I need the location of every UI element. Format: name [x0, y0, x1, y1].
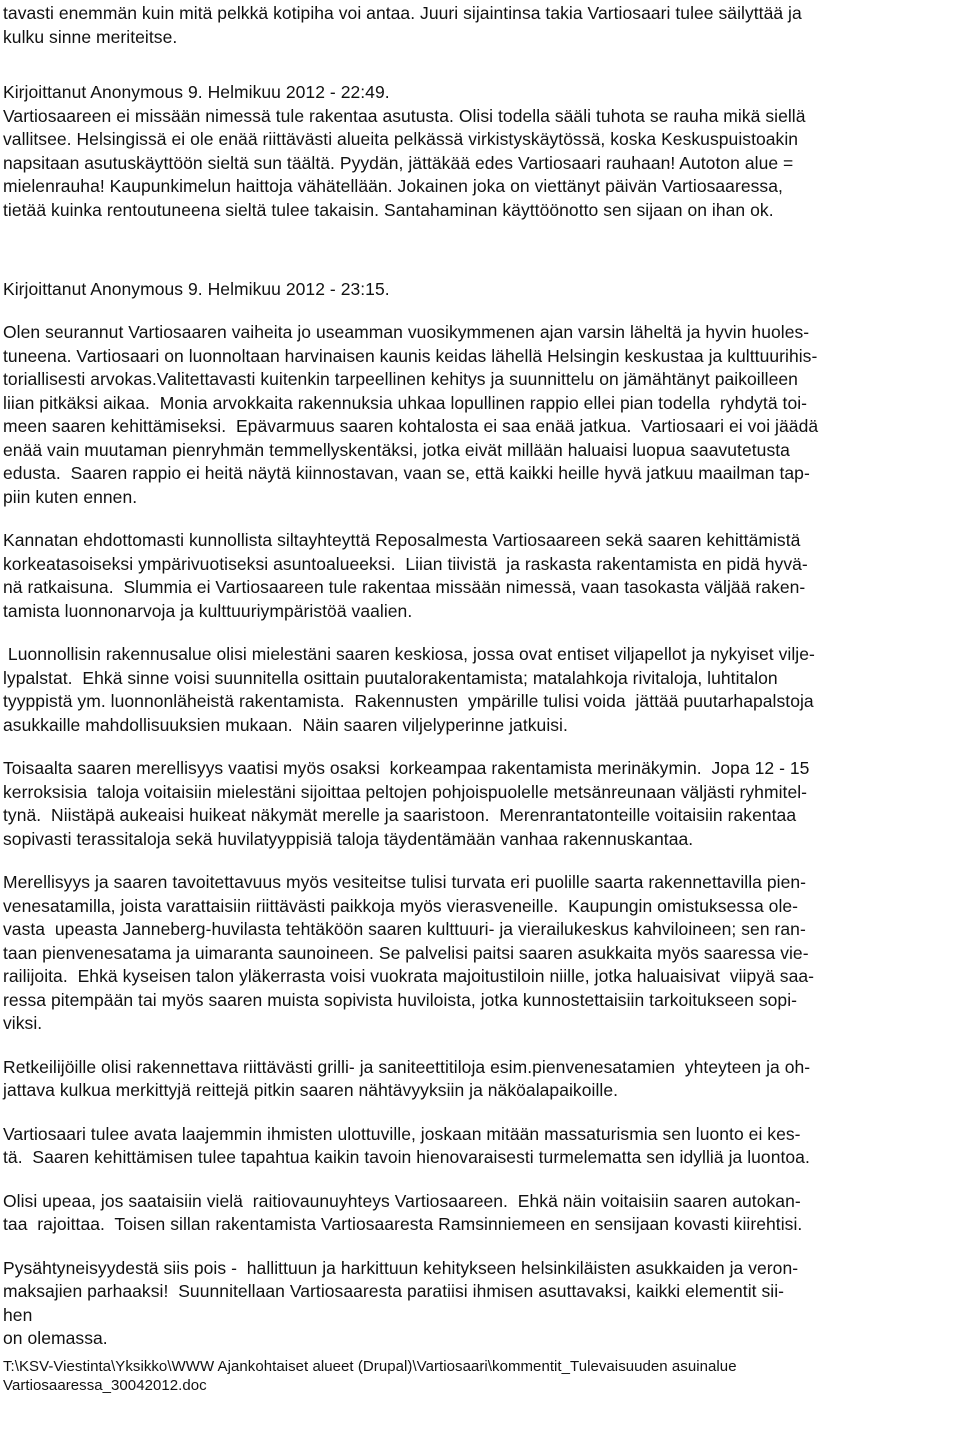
- text-line: sopivasti terassitaloja sekä huvilatyyppisiä taloja täydentämään vanhaa rakennuskantaa.: [3, 828, 694, 849]
- text-line: kerroksisia taloja voitaisiin mielestäni sijoittaa peltojen pohjoispuolelle metsänreunaan väljästi ryhmitel-: [3, 781, 808, 802]
- footer-line: T:\KSV-Viestinta\Yksikko\WWW Ajankohtaiset alueet (Drupal)\Vartiosaari\kommentit_Tulevaisuuden asuinalue: [3, 1357, 737, 1375]
- paragraph: [3, 1123, 952, 1170]
- text-line: asukkaille mahdollisuuksien mukaan. Näin saaren viljelyperinne jatkuisi.: [3, 714, 568, 735]
- text-line: enää vain muutaman pienryhmän temmellyskentäksi, jotka eivät millään haluaisi luopua saavutetusta: [3, 439, 790, 460]
- paragraph: [3, 1257, 952, 1351]
- text-line: korkeatasoiseksi ympärivuotiseksi asuntoalueeksi. Liian tiivistä ja raskasta rakentamista en pidä hyvä-: [3, 553, 808, 574]
- text-line: Luonnollisin rakennusalue olisi mielestäni saaren keskiosa, jossa ovat entiset viljapellot ja nykyiset vilje-: [3, 644, 815, 664]
- text-line: toriallisesti arvokas.Valitettavasti kuitenkin tarpeellinen kehitys ja suunnittelu on jämähtänyt paikoilleen: [3, 369, 798, 389]
- text-line: Toisaalta saaren merellisyys vaatisi myös osaksi korkeampaa rakentamista merinäkymin. Jopa 12 - 15: [3, 758, 810, 778]
- text-line: venesatamilla, joista varattaisiin riittävästi paikkoja myös vierasveneille. Kaupungin omistuksessa ole-: [3, 895, 799, 916]
- text-line: kulku sinne meriteitse.: [3, 26, 178, 47]
- paragraph: [3, 643, 952, 737]
- paragraph: [3, 871, 952, 1036]
- text-line: taa rajoittaa. Toisen sillan rakentamista Vartiosaaresta Ramsinniemeen en sensijaan kovasti kiirehtisi.: [3, 1214, 803, 1234]
- text-line: maksajien parhaaksi! Suunnitellaan Vartiosaaresta paratiisi ihmisen asuttavaksi, kaikki elementit sii-: [3, 1281, 785, 1301]
- text-line: [3, 222, 952, 246]
- text-line: vallitsee. Helsingissä ei ole enää riittävästi alueita pelkässä virkistyskäytössä, koska Keskuspuistoakin: [3, 129, 799, 149]
- text-line: tavasti enemmän kuin mitä pelkkä kotipiha voi antaa. Juuri sijaintinsa takia Vartiosaari tulee säilyttää ja: [3, 3, 802, 23]
- paragraph: [3, 529, 952, 623]
- text-line: ressa pitempään tai myös saaren muista sopivista huviloista, jotka kunnostettaisiin tarkoitukseen sopi-: [3, 989, 798, 1010]
- text-line: hen on olemassa.: [3, 1304, 108, 1348]
- text-line: nä ratkaisuna. Slummia ei Vartiosaareen tule rakentaa missään nimessä, vaan tasokasta väljää raken-: [3, 577, 806, 597]
- text-line: tamista luonnonarvoja ja kulttuuriympäristöä vaalien.: [3, 600, 413, 621]
- text-line: piin kuten ennen.: [3, 486, 138, 507]
- text-line: Olen seurannut Vartiosaaren vaiheita jo useamman vuosikymmenen ajan varsin läheltä ja hyvin huoles-: [3, 322, 810, 342]
- paragraph: [3, 1056, 952, 1103]
- comment-heading: Kirjoittanut Anonymous 9. Helmikuu 2012 - 23:15.: [3, 278, 390, 299]
- text-line: mielenrauha! Kaupunkimelun haittoja vähätellään. Jokainen joka on viettänyt päivän Vartiosaaressa,: [3, 176, 783, 196]
- text-line: Pysähtyneisyydestä siis pois - hallittuun ja harkittuun kehitykseen helsinkiläisten asukkaiden ja veron-: [3, 1257, 799, 1278]
- text-line: Kannatan ehdottomasti kunnollista siltayhteyttä Reposalmesta Vartiosaareen sekä saaren kehittämistä: [3, 530, 801, 550]
- intro-paragraph: [3, 2, 952, 49]
- text-line: tietää kuinka rentoutuneena sieltä tulee takaisin. Santahaminan käyttöönotto sen sijaan on ihan ok.: [3, 199, 774, 220]
- text-line: Vartiosaareen ei missään nimessä tule rakentaa asutusta. Olisi todella sääli tuhota se rauha mikä siellä: [3, 105, 806, 126]
- text-line: tuneena. Vartiosaari on luonnoltaan harvinaisen kaunis keidas lähellä Helsingin keskustaa ja kulttuurihis-: [3, 345, 818, 366]
- file-path-footer: [3, 1357, 952, 1395]
- text-line: meen saaren kehittämiseksi. Epävarmuus saaren kohtalosta ei saa enää jatkua. Vartiosaari ei voi jäädä: [3, 416, 819, 436]
- comment-1: [3, 81, 952, 246]
- text-line: taan pienvenesatama ja uimaranta saunoineen. Se palvelisi paitsi saaren asukkaita myös saaressa vie-: [3, 942, 809, 963]
- text-line: lypalstat. Ehkä sinne voisi suunnitella osittain puutalorakentamista; matalahkoja rivitaloja, luhtitalon: [3, 667, 778, 688]
- text-line: tyyppistä ym. luonnonläheistä rakentamista. Rakennusten ympärille tulisi voida jättää puutarhapalstoja: [3, 691, 814, 711]
- text-line: Merellisyys ja saaren tavoitettavuus myös vesiteitse tulisi turvata eri puolille saarta rakennettavilla pien-: [3, 872, 807, 892]
- text-line: viksi.: [3, 1013, 43, 1033]
- text-line: Vartiosaari tulee avata laajemmin ihmisten ulottuville, joskaan mitään massaturismia sen luonto ei kes-: [3, 1123, 801, 1144]
- paragraph: [3, 1190, 952, 1237]
- comment-heading: Kirjoittanut Anonymous 9. Helmikuu 2012 - 22:49.: [3, 82, 390, 102]
- text-line: Retkeilijöille olisi rakennettava riittävästi grilli- ja saniteettitiloja esim.pienvenesatamien yhteyteen ja oh-: [3, 1056, 811, 1077]
- text-line: tä. Saaren kehittämisen tulee tapahtua kaikin tavoin hienovaraisesti turmelematta sen idylliä ja luontoa.: [3, 1147, 810, 1167]
- paragraph: [3, 757, 952, 851]
- paragraph: [3, 321, 952, 509]
- text-line: edusta. Saaren rappio ei heitä näytä kiinnostavan, vaan se, että kaikki heille hyvä jatkuu maailman tap-: [3, 463, 810, 483]
- text-line: napsitaan asutuskäyttöön sieltä sun täältä. Pyydän, jättäkää edes Vartiosaari rauhaan! Autoton alue =: [3, 152, 794, 173]
- footer-line: Vartiosaaressa_30042012.doc: [3, 1376, 207, 1394]
- text-line: vasta upeasta Janneberg-huvilasta tehtäköön saaren kulttuuri- ja vierailukeskus kahviloineen; sen ran-: [3, 919, 806, 939]
- text-line: Olisi upeaa, jos saataisiin vielä raitiovaunuyhteys Vartiosaareen. Ehkä näin voitaisiin saaren autokan-: [3, 1190, 801, 1211]
- text-line: tynä. Niistäpä aukeaisi huikeat näkymät merelle ja saaristoon. Merenrantatonteille voitaisiin rakentaa: [3, 805, 797, 825]
- text-line: railijoita. Ehkä kyseisen talon yläkerrasta voisi vuokrata majoitustiloin niille, jotka haluaisivat viipyä saa-: [3, 966, 815, 986]
- comment-2: [3, 278, 952, 1351]
- text-line: jattava kulkua merkittyjä reittejä pitkin saaren nähtävyyksiin ja näköalapaikoille.: [3, 1080, 619, 1100]
- text-line: liian pitkäksi aikaa. Monia arvokkaita rakennuksia uhkaa lopullinen rappio ellei pian todella ryhdytä toi-: [3, 392, 808, 413]
